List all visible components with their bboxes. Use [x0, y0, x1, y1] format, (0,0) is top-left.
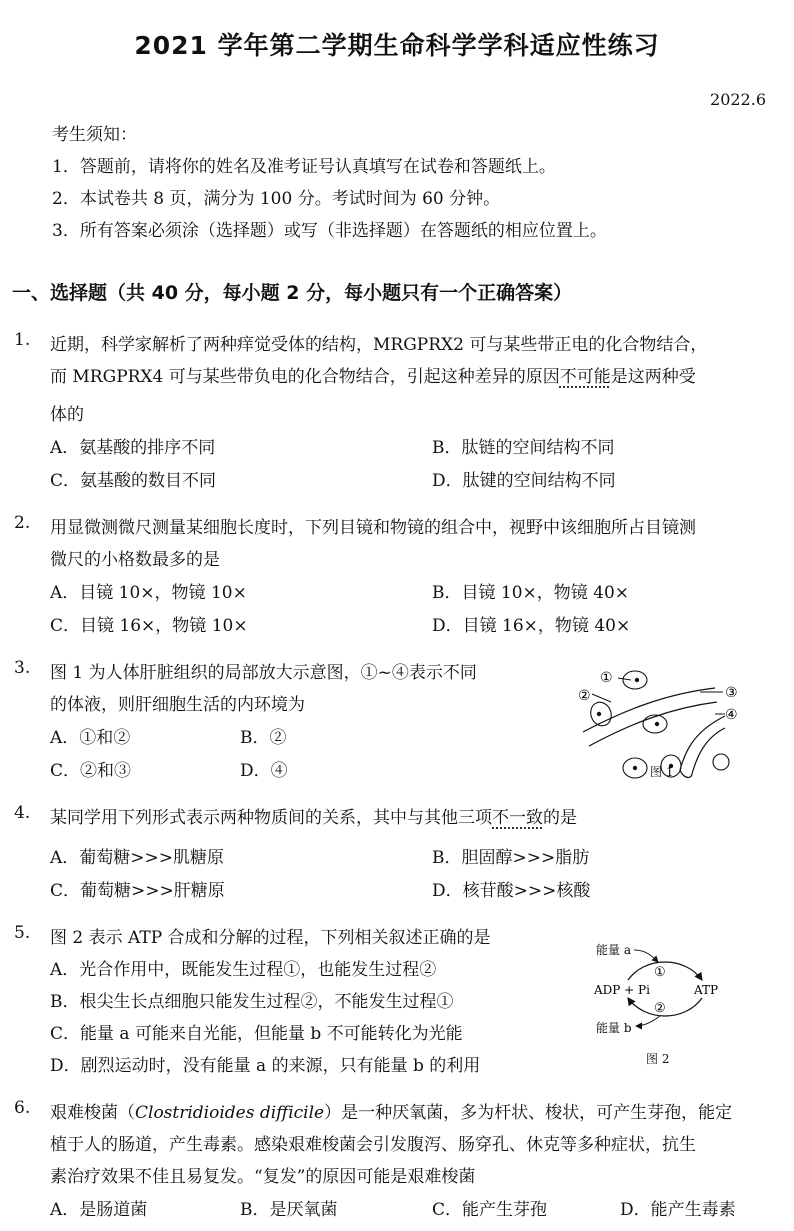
- figure-1-caption: 图 1: [650, 765, 674, 779]
- option-c: C．能量 a 可能来自光能，但能量 b 不可能转化为光能: [50, 1024, 463, 1044]
- notice-item: 1．答题前，请将你的姓名及准考证号认真填写在试卷和答题纸上。: [52, 157, 556, 177]
- question-text: 图 1 为人体肝脏组织的局部放大示意图，①~④表示不同: [50, 663, 477, 683]
- emphasis-text: 不一致: [492, 808, 543, 828]
- option-b: B．②: [240, 728, 287, 748]
- option-a: A．氨基酸的排序不同: [50, 438, 216, 458]
- option-b: B．是厌氧菌: [240, 1200, 338, 1220]
- question-text: 素治疗效果不佳且易复发。“复发”的原因可能是艰难梭菌: [50, 1167, 476, 1187]
- option-a: A．目镜 10×，物镜 10×: [50, 583, 247, 603]
- figure-label: ①: [600, 670, 613, 686]
- energy-a-label: 能量 a: [596, 943, 631, 957]
- species-name: Clostridioides difficile: [135, 1103, 325, 1123]
- option-b: B．根尖生长点细胞只能发生过程②，不能发生过程①: [50, 992, 454, 1012]
- process-1-label: ①: [654, 965, 666, 980]
- question-text: [50, 803, 577, 828]
- question-text: 植于人的肠道，产生毒素。感染艰难梭菌会引发腹泻、肠穿孔、休克等多种症状，抗生: [50, 1135, 696, 1155]
- question-text: [50, 1098, 732, 1123]
- question-text: 的体液，则肝细胞生活的内环境为: [50, 695, 305, 715]
- process-2-label: ②: [654, 1001, 666, 1016]
- atp-label: ATP: [694, 983, 719, 997]
- option-d: D．肽键的空间结构不同: [432, 471, 616, 491]
- option-d: D．剧烈运动时，没有能量 a 的来源，只有能量 b 的利用: [50, 1056, 481, 1076]
- question-text: 图 2 表示 ATP 合成和分解的过程，下列相关叙述正确的是: [50, 928, 491, 948]
- option-b: B．目镜 10×，物镜 40×: [432, 583, 630, 603]
- option-a: A．①和②: [50, 728, 131, 748]
- question-number: 2.: [14, 513, 31, 533]
- notice-heading: 考生须知：: [52, 125, 137, 145]
- question-number: 5.: [14, 923, 31, 943]
- question-text-part: 某同学用下列形式表示两种物质间的关系，其中与其他三项: [50, 808, 492, 828]
- figure-label: ②: [578, 688, 591, 704]
- figure-2-atp-cycle: [590, 936, 730, 1036]
- question-text-part: 艰难梭菌（: [50, 1103, 135, 1123]
- question-number: 6.: [14, 1098, 31, 1118]
- question-text-part: ）是一种厌氧菌，多为杆状、梭状，可产生芽孢，能定: [324, 1103, 733, 1123]
- option-c: C．目镜 16×，物镜 10×: [50, 616, 248, 636]
- option-c: C．葡萄糖>>>肝糖原: [50, 881, 225, 901]
- question-text-part: 是这两种受: [610, 367, 696, 387]
- option-a: A．葡萄糖>>>肌糖原: [50, 848, 225, 868]
- question-number: 1.: [14, 330, 31, 350]
- notice-item: 2．本试卷共 8 页，满分为 100 分。考试时间为 60 分钟。: [52, 189, 501, 209]
- question-text: 体的: [50, 405, 84, 425]
- option-d: D．目镜 16×，物镜 40×: [432, 616, 631, 636]
- emphasis-text: 不可能: [559, 367, 611, 387]
- question-text: [50, 362, 696, 387]
- option-c: C．氨基酸的数目不同: [50, 471, 217, 491]
- option-a: A．光合作用中，既能发生过程①，也能发生过程②: [50, 960, 437, 980]
- question-text-part: 而 MRGPRX4 可与某些带负电的化合物结合，引起这种差异的原因: [50, 367, 560, 387]
- question-text: 微尺的小格数最多的是: [50, 550, 220, 570]
- option-b: B．胆固醇>>>脂肪: [432, 848, 590, 868]
- option-b: B．肽链的空间结构不同: [432, 438, 615, 458]
- figure-2-caption: 图 2: [646, 1052, 670, 1066]
- notice-item: 3．所有答案必须涂（选择题）或写（非选择题）在答题纸的相应位置上。: [52, 221, 607, 241]
- question-number: 3.: [14, 658, 31, 678]
- exam-date: 2022.6: [710, 90, 766, 109]
- option-d: D．④: [240, 761, 288, 781]
- question-text-part: 的是: [543, 808, 577, 828]
- option-c: C．②和③: [50, 761, 132, 781]
- figure-label: ④: [725, 707, 738, 723]
- question-text: 近期，科学家解析了两种痒觉受体的结构，MRGPRX2 可与某些带正电的化合物结合，: [50, 335, 708, 355]
- figure-label: ③: [725, 685, 738, 701]
- adp-pi-label: ADP + Pi: [594, 983, 650, 997]
- option-c: C．能产生芽孢: [432, 1200, 548, 1220]
- option-d: D．能产生毒素: [620, 1200, 736, 1220]
- energy-b-label: 能量 b: [596, 1021, 632, 1035]
- page-title: 2021 学年第二学期生命科学学科适应性练习: [134, 31, 660, 60]
- question-text: 用显微测微尺测量某细胞长度时，下列目镜和物镜的组合中，视野中该细胞所占目镜测: [50, 518, 696, 538]
- section-heading: 一、选择题（共 40 分，每小题 2 分，每小题只有一个正确答案）: [12, 282, 573, 304]
- option-a: A．是肠道菌: [50, 1200, 148, 1220]
- option-d: D．核苷酸>>>核酸: [432, 881, 591, 901]
- question-number: 4.: [14, 803, 31, 823]
